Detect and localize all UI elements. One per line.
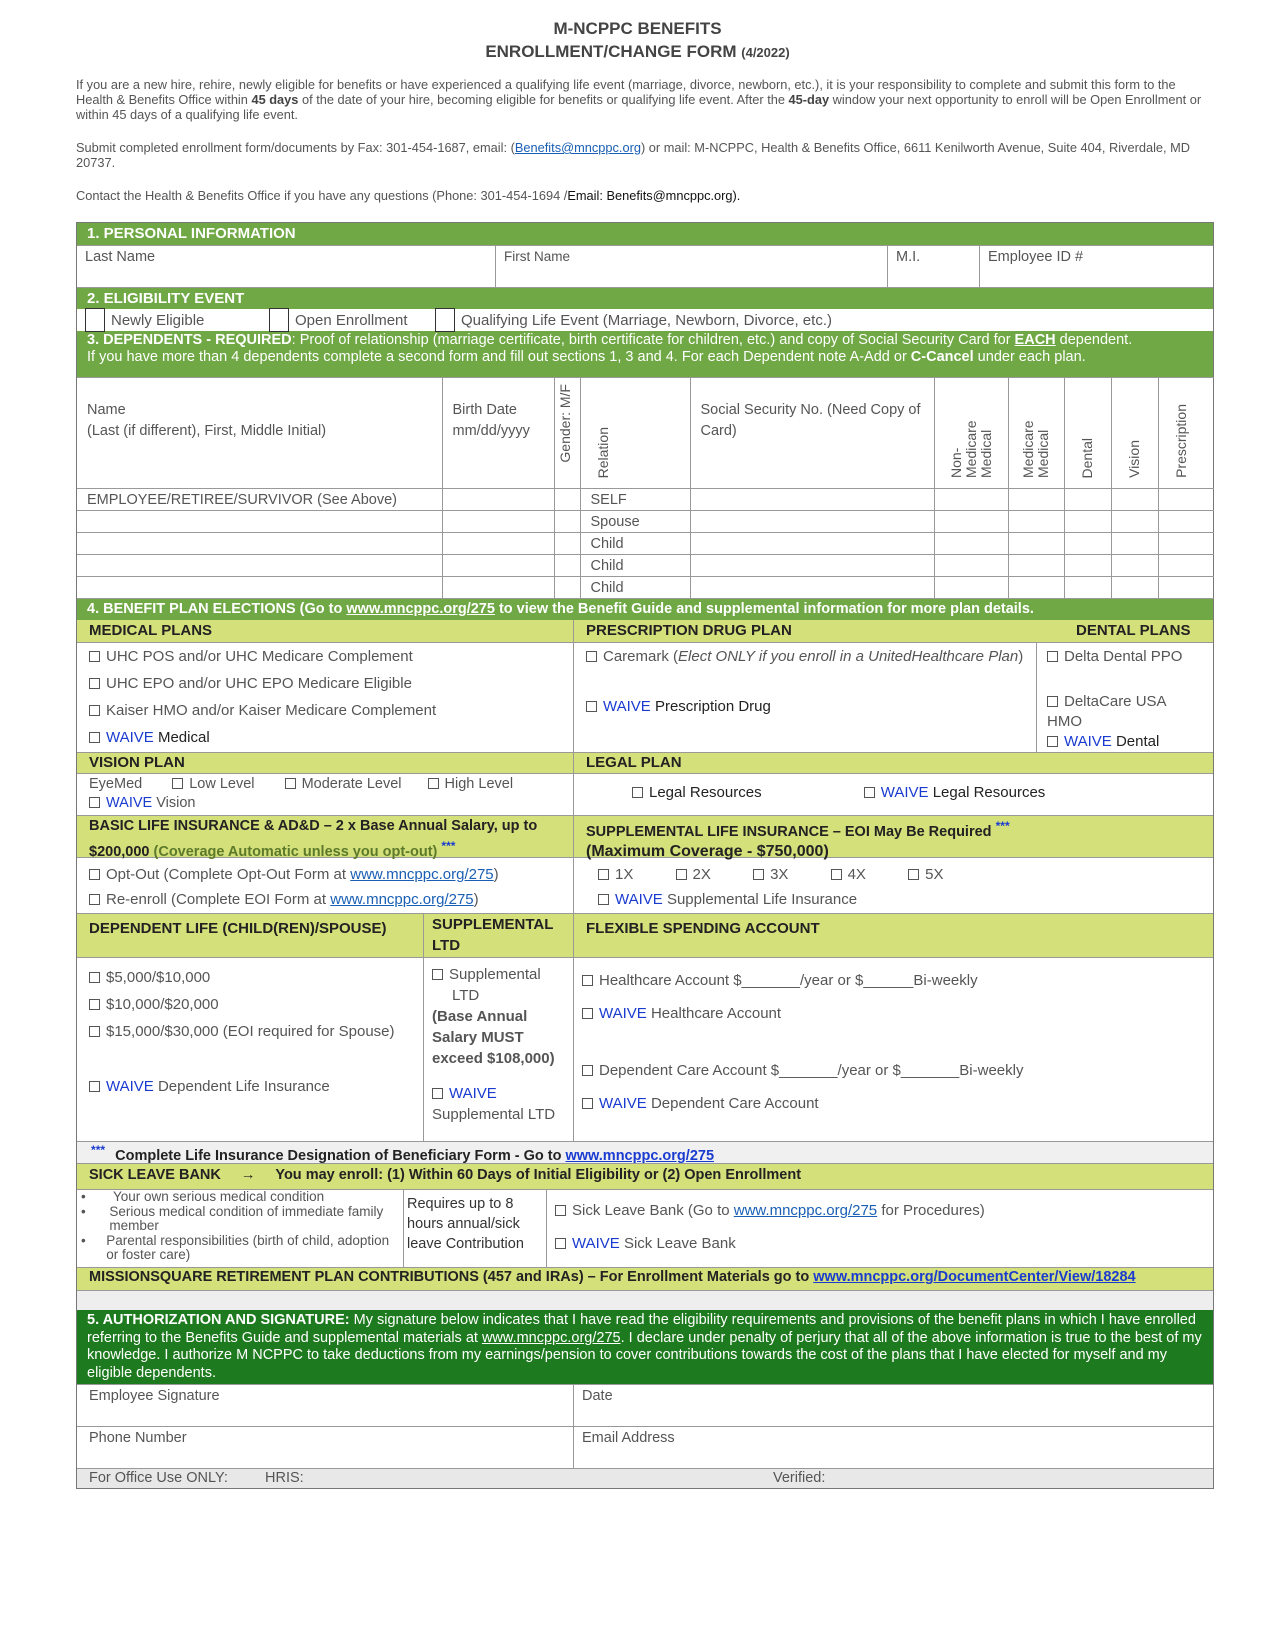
optout-link[interactable]: www.mncppc.org/275 [350,866,494,883]
supp-life-waive-option[interactable]: WAIVE Supplemental Life Insurance [598,887,1189,912]
col-vision: Vision [1111,378,1158,489]
medical-uhc-pos-option[interactable]: UHC POS and/or UHC Medicare Complement [89,647,561,674]
basic-life-header: BASIC LIFE INSURANCE & AD&D – 2 x Base Annual Salary, up to $200,000 (Coverage Automatic unless you opt-out) *** [89,818,538,860]
section-5-header: 5. AUTHORIZATION AND SIGNATURE: My signature below indicates that I have read the eligibility requirements and provisions of the benefit plans in which I have enrolled referring to the Benefits Guide and supplemental materials at www.mncppc.org/275. I declare under penalty of perjury that all of the above information is true to the best of my knowledge. I authorize M NCPPC to take deductions from my earnings/pension to cover contributions towards the cost of the plans that I have elected for myself and my eligible dependents. [77,1310,1213,1384]
dependent-row[interactable]: EMPLOYEE/RETIREE/SURVIVOR (See Above) SELF [77,489,1214,511]
form-title: M-NCPPC BENEFITS [553,19,722,38]
dependent-row[interactable]: Child [77,555,1214,577]
fsa-dependent-care-waive-option[interactable]: WAIVE Dependent Care Account [582,1087,1205,1120]
supplemental-ltd-option[interactable]: Supplemental LTD [432,964,565,1006]
medical-waive-option[interactable]: WAIVE Medical [89,728,561,748]
dep-life-waive-option[interactable]: WAIVE Dependent Life Insurance [89,1073,411,1100]
vision-plan-header: VISION PLAN [89,754,185,771]
benefits-email-link[interactable]: Benefits@mncppc.org [514,140,641,155]
supp-life-1x-option[interactable]: 1X [598,866,633,883]
dep-life-10k-option[interactable]: $10,000/$20,000 [89,991,411,1018]
slb-bullet: • Serious medical condition of immediate family member [81,1203,384,1233]
col-gender: Gender: M/F [554,378,580,489]
fsa-dependent-care-option[interactable]: Dependent Care Account $_______/year or $_______Bi-weekly [582,1054,1205,1087]
dep-life-15k-option[interactable]: $15,000/$30,000 (EOI required for Spouse) [89,1018,411,1045]
dental-ppo-option[interactable]: Delta Dental PPO [1047,647,1203,692]
vision-high-option[interactable]: High Level [428,776,514,792]
dental-plans-header: DENTAL PLANS [1076,622,1191,639]
office-use-row: For Office Use ONLY: HRIS: Verified: [77,1468,1213,1488]
rx-caremark-option[interactable]: Caremark (Elect ONLY if you enroll in a UnitedHealthcare Plan) [586,647,1024,697]
form-body: 1. PERSONAL INFORMATION Last Name First Name M.I. Employee ID # 2. ELIGIBILITY EVENT Newly Eligible Open Enrollment Qualifying Life Event (Marriage, Newborn, Divorce, etc.) 3. DEPENDENTS - REQUIRED: Proof of relationship (marriage certificate, birth certificate for children, etc.) and copy of Social Security Card for EACH dependent. If you have more than 4 dependents complete a second form and fill out sections 1, 3 and 4. For each Dependent note A-Add or C-Cancel under each plan. Name (Last (if different), First, Middle Initial) Birth Date mm/dd/yyyy Gender: M/F Relation Social Security No. (Need Copy of Card) Non-Medicare Medical Medicare Medical Dental Vision Prescription EMPLOYEE/RETIREE/SURVIVOR (See Above) SELF Spouse Child Child Child 4. BENEFIT PLAN ELECTIONS (Go to www.mncppc.org/275 to view the Benefit Guide and supplemental information for more plan details. MEDICAL PLANS PRESCRIPTION DRUG PLAN DENTAL PLANS UHC POS and/or UHC Medicare Complement UHC EPO and/or UHC EPO Medicare Eligible Kaiser HMO and/or Kaiser Medicare Complement WAIVE Medical Caremark (Elect ONLY if you enroll in a UnitedHealthcare Plan) WAIVE Prescription Drug Delta Dental PPO DeltaCare USA HMO WAIVE Dental VISION PLAN LEGAL PLAN EyeMed Low Level Moderate Level High Level WAIVE Vision Legal Resources WAIVE Legal Resources BASIC LIFE INSURANCE & AD&D – 2 x Base Annual Salary, up to $200,000 (Coverage Automatic unless you opt-out) *** SUPPLEMENTAL LIFE INSURANCE – EOI May Be Required *** (Maximum Coverage - $750,000) Opt-Out (Complete Opt-Out Form at www.mncppc.org/275) Re-enroll (Complete EOI Form at www.mncppc.org/275) 1X 2X 3X 4X 5X WAIVE Supplemental Life Insurance DEPENDENT LIFE (CHILD(REN)/SPOUSE) SUPPLEMENTAL LTD FLEXIBLE SPENDING ACCOUNT $5,000/$10,000 $10,000/$20,000 $15,000/$30,000 (EOI required for Spouse) WAIVE Dependent Life Insurance Supplemental LTD (Base Annual Salary MUST exceed $108,000) WAIVE Supplemental LTD Healthcare Account $_______/year or $______Bi-weekly WAIVE Healthcare Account Dependent Care Account $_______/year or $_______Bi-weekly WAIVE Dependent Care Account *** Complete Life Insurance Designation of Beneficiary Form - Go to www.mncppc.org/275 SICK LEAVE BANK → You may enroll: (1) Within 60 Days of Initial Eligibility or (2) Open Enrollment • Your own serious medical condition • Serious medical condition of immediate family member • Parental responsibilities (birth of child, adoption or foster care) Requires up to 8 hours annual/sick leave Contribution Sick Leave Bank (Go to www.mncppc.org/275 for Procedures) WAIVE Sick Leave Bank MISSIONSQUARE RETIREMENT PLAN CONTRIBUTIONS (457 and IRAs) – For Enrollment Materials go to www.mncppc.org/DocumentCenter/View/18284 5. AUTHORIZATION AND SIGNATURE: My signature below indicates that I have read the eligibility requirements and provisions of the benefit plans in which I have enrolled referring to the Benefits Guide and supplemental materials at www.mncppc.org/275. I declare under penalty of perjury that all of the above information is true to the best of my knowledge. I authorize M NCPPC to take deductions from my earnings/pension to cover contributions towards the cost of the plans that I have elected for myself and my eligible dependents. Employee Signature Date Phone Number Email Address For Office Use ONLY: HRIS: Verified: [76,222,1214,1489]
legal-waive-option[interactable]: WAIVE Legal Resources [864,784,1046,801]
form-subtitle: ENROLLMENT/CHANGE FORM (4/2022) [485,42,790,61]
section-2-header: 2. ELIGIBILITY EVENT [77,287,1213,309]
col-prescription: Prescription [1158,378,1214,489]
open-enrollment-checkbox[interactable] [269,308,289,332]
dependent-row[interactable]: Child [77,533,1214,555]
intro-paragraph-1: If you are a new hire, rehire, newly eligible for benefits or have experienced a qualifying life event (marriage, divorce, newborn, etc.), it is your responsibility to complete and submit this form to the Health & Benefits Office within 45 days of the date of your hire, becoming eligible for benefits or qualifying life event. After the 45-day window your next opportunity to enroll will be Open Enrollment or within 45 days of a qualifying life event. [76,77,1202,122]
basic-life-reenroll-option[interactable]: Re-enroll (Complete EOI Form at www.mncppc.org/275) [89,887,561,912]
supp-life-3x-option[interactable]: 3X [753,866,788,883]
fsa-healthcare-waive-option[interactable]: WAIVE Healthcare Account [582,997,1205,1030]
last-name-field[interactable]: Last Name [85,249,156,265]
qualifying-life-event-checkbox[interactable] [435,308,455,332]
fsa-healthcare-option[interactable]: Healthcare Account $_______/year or $______Bi-weekly [582,964,1205,997]
section-4-link[interactable]: www.mncppc.org/275 [346,601,495,617]
col-non-medicare: Non-Medicare Medical [934,378,1008,489]
medical-kaiser-option[interactable]: Kaiser HMO and/or Kaiser Medicare Complement [89,701,561,728]
dental-hmo-option[interactable]: DeltaCare USA HMO [1047,693,1166,730]
intro-paragraph-3: Contact the Health & Benefits Office if you have any questions (Phone: 301-454-1694 /Email: Benefits@mncppc.org). [76,188,741,203]
col-birth-date: Birth Date mm/dd/yyyy [442,378,554,489]
slb-bullet: • Parental responsibilities (birth of child, adoption or foster care) [81,1232,390,1262]
employee-signature-field[interactable]: Employee Signature [89,1388,220,1404]
ltd-note: (Base Annual Salary MUST exceed $108,000) [432,1008,555,1067]
col-medicare: Medicare Medical [1008,378,1064,489]
legal-resources-option[interactable]: Legal Resources [632,784,762,801]
dependent-row[interactable]: Child [77,577,1214,599]
date-field[interactable]: Date [573,1385,1213,1426]
slb-bullet: • Your own serious medical condition [81,1189,325,1204]
supplemental-life-header: SUPPLEMENTAL LIFE INSURANCE – EOI May Be Required *** (Maximum Coverage - $750,000) [573,816,1213,857]
section-5-link[interactable]: www.mncppc.org/275 [481,1329,621,1346]
medical-uhc-epo-option[interactable]: UHC EPO and/or UHC EPO Medicare Eligible [89,674,561,701]
vision-moderate-option[interactable]: Moderate Level [285,776,402,792]
phone-number-field[interactable]: Phone Number [89,1430,187,1446]
newly-eligible-checkbox[interactable] [85,308,105,332]
dep-life-5k-option[interactable]: $5,000/$10,000 [89,964,411,991]
ltd-waive-option[interactable]: WAIVE Supplemental LTD [432,1085,556,1123]
retirement-link[interactable]: www.mncppc.org/DocumentCenter/View/18284 [813,1269,1136,1285]
intro-paragraph-2: Submit completed enrollment form/documents by Fax: 301-454-1687, email: (Benefits@mncppc.org) or mail: M-NCPPC, Health & Benefits Office, 6611 Kenilworth Avenue, Suite 404, Riverdale, MD 20737. [76,140,1191,170]
email-address-field[interactable]: Email Address [573,1427,1213,1468]
beneficiary-note: *** Complete Life Insurance Designation of Beneficiary Form - Go to www.mncppc.org/275 [77,1141,1213,1163]
dependents-table [77,377,1214,599]
supp-life-5x-option[interactable]: 5X [908,866,943,883]
sick-leave-bank-header: SICK LEAVE BANK → You may enroll: (1) Within 60 Days of Initial Eligibility or (2) Open Enrollment [77,1163,1213,1189]
employee-id-field[interactable]: Employee ID # [979,246,1213,287]
slb-link[interactable]: www.mncppc.org/275 [733,1202,878,1219]
retirement-plan-row: MISSIONSQUARE RETIREMENT PLAN CONTRIBUTIONS (457 and IRAs) – For Enrollment Materials go to www.mncppc.org/DocumentCenter/View/18284 [77,1267,1213,1290]
mi-field[interactable]: M.I. [887,246,979,287]
section-4-header: 4. BENEFIT PLAN ELECTIONS (Go to www.mncppc.org/275 to view the Benefit Guide and supplemental information for more plan details. [77,599,1213,620]
col-name: Name (Last (if different), First, Middle Initial) [77,378,442,489]
section-3-header: 3. DEPENDENTS - REQUIRED: Proof of relationship (marriage certificate, birth certificate for children, etc.) and copy of Social Security Card for EACH dependent. If you have more than 4 dependents complete a second form and fill out sections 1, 3 and 4. For each Dependent note A-Add or C-Cancel under each plan. [77,331,1213,377]
fsa-header: FLEXIBLE SPENDING ACCOUNT [573,914,1213,957]
slb-enroll-option[interactable]: Sick Leave Bank (Go to www.mncppc.org/275 for Procedures) [555,1194,1205,1227]
vision-waive-option[interactable]: WAIVE Vision [89,795,195,811]
first-name-field[interactable]: First Name [495,246,887,287]
prescription-plan-header: PRESCRIPTION DRUG PLAN [573,620,1064,642]
beneficiary-link[interactable]: www.mncppc.org/275 [565,1147,715,1164]
col-dental: Dental [1064,378,1111,489]
dental-waive-option[interactable]: WAIVE Dental [1047,732,1203,752]
supp-life-4x-option[interactable]: 4X [831,866,866,883]
col-relation: Relation [580,378,690,489]
vision-eyemed-label: EyeMed [89,776,143,792]
slb-requirement: Requires up to 8 hours annual/sick leave Contribution [403,1190,546,1267]
col-ssn: Social Security No. (Need Copy of Card) [690,378,934,489]
supplemental-ltd-header: SUPPLEMENTAL LTD [423,914,573,957]
slb-waive-option[interactable]: WAIVE Sick Leave Bank [555,1227,1205,1260]
rx-waive-option[interactable]: WAIVE Prescription Drug [586,697,1024,717]
section-1-header: 1. PERSONAL INFORMATION [77,223,1213,245]
legal-plan-header: LEGAL PLAN [573,753,1213,773]
vision-low-option[interactable]: Low Level [172,776,254,792]
supp-life-2x-option[interactable]: 2X [676,866,711,883]
medical-plans-header: MEDICAL PLANS [89,622,213,639]
dependent-row[interactable]: Spouse [77,511,1214,533]
dependent-life-header: DEPENDENT LIFE (CHILD(REN)/SPOUSE) [89,920,387,937]
reenroll-link[interactable]: www.mncppc.org/275 [330,891,474,908]
basic-life-optout-option[interactable]: Opt-Out (Complete Opt-Out Form at www.mncppc.org/275) [89,862,561,887]
